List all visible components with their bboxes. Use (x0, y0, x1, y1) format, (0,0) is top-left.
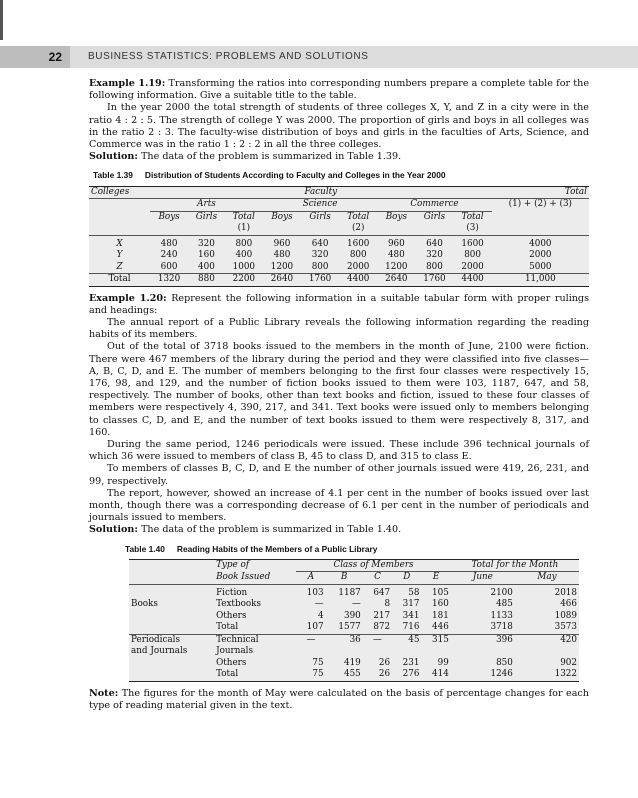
cell: 1320 (157, 274, 181, 285)
col-b: B (340, 572, 348, 583)
cell: 276 (402, 669, 420, 680)
page-header (0, 0, 638, 70)
cell: — (306, 634, 316, 645)
cell: 414 (432, 669, 449, 680)
cell: 1600 (461, 238, 484, 249)
col-may: May (537, 572, 557, 583)
cell: 400 (198, 261, 215, 272)
table-row (89, 250, 589, 262)
cell: Total (216, 669, 239, 680)
cell: 800 (349, 250, 367, 261)
cell: 872 (373, 622, 391, 633)
col-tot: Total (232, 211, 255, 222)
cell: 716 (402, 622, 420, 633)
table-row (89, 262, 589, 274)
cell: 800 (235, 238, 253, 249)
col-girls: Girls (423, 211, 446, 222)
cell: 880 (198, 274, 215, 285)
col-tot: Total (347, 211, 370, 222)
cell: 2640 (385, 274, 408, 285)
example-1-19-body: In the year 2000 the total strength of students of three colleges X, Y, and Z in a city were in the ratio 4 : 2 : 5. The strength of college Y was 2000. The proportion of girls and boys in all colleges was in the ratio 2 : 3. The faculty-wise distribution of boys and girls in the faculties of Arts, Science, and Commerce was in the ratio 1 : 2 : 2 in all the three colleges. (89, 102, 589, 151)
cell: 2000 (461, 261, 484, 272)
cell: — (351, 599, 361, 610)
cell: 480 (273, 250, 291, 261)
col-faculty: Faculty (304, 186, 338, 197)
cell: Journals (216, 646, 253, 657)
cell: 36 (349, 634, 361, 645)
col-girls: Girls (309, 211, 331, 222)
cell: 2100 (490, 587, 513, 598)
cell: 2200 (232, 274, 256, 285)
cell: 103 (306, 587, 324, 598)
cell: 4 (317, 610, 324, 621)
cell: 160 (198, 250, 215, 261)
table-1-40-caption: Table 1.40 Reading Habits of the Members of a Public Library (125, 543, 378, 554)
cell: 446 (432, 622, 449, 633)
table-row (129, 599, 579, 611)
cell: 5000 (529, 261, 552, 272)
col-boys: Boys (271, 211, 293, 222)
col-total: Total (564, 186, 587, 197)
table-row (129, 611, 579, 623)
cell: 419 (343, 657, 361, 668)
cell: 1187 (338, 587, 361, 598)
cell: 75 (312, 657, 324, 668)
table-row (129, 622, 579, 634)
cell: 1322 (554, 669, 577, 680)
col-science: Science (263, 199, 377, 212)
col-type: Book Issued (216, 571, 271, 582)
cell: Fiction (216, 587, 248, 598)
cell: 1200 (385, 261, 408, 272)
cell: 181 (432, 610, 449, 621)
paragraph: The report, however, showed an increase of 4.1 per cent in the number of books issued over last month, though there was a corresponding decrease of 6.1 per cent in the number of periodicals and journals issued to members. (89, 487, 589, 524)
table-row (129, 646, 579, 658)
cell: 400 (235, 250, 253, 261)
cell: Technical (216, 634, 259, 645)
col-number: (2) (351, 223, 365, 234)
col-arts: Arts (150, 199, 263, 212)
paragraph: To members of classes B, C, D, and E the number of other journals issued were 419, 26, 231, and 99, respectively. (89, 463, 589, 487)
cell: 320 (311, 250, 329, 261)
cell: 2640 (270, 274, 294, 285)
table-row (129, 634, 579, 646)
group-journals: and Journals (131, 646, 188, 657)
col-e: E (432, 572, 440, 583)
cell: 850 (496, 657, 513, 668)
paragraph: Out of the total of 3718 books issued to the members in the month of June, 2100 were fiction. There were 467 members of the library during the period and they were classified into five classes—A, B, C, D, and E. The number of members belonging to the first four classes were respectively 15, 176, 98, and 129, and the number of fiction books issued to them were 103, 1187, 647, and 58, respectively. The number of books, other than text books and fiction, issued to these four classes of members were respectively 4, 390, 217, and 341. Text books were issued only to members belonging to classes C, D, and E, and the number of text books issued to them were respectively 8, 317, and 160. (89, 341, 589, 438)
cell: 640 (426, 238, 443, 249)
example-label: Example 1.20: (89, 292, 167, 304)
col-boys: Boys (385, 211, 407, 222)
cell: 75 (312, 669, 324, 680)
cell: 11,000 (524, 274, 556, 285)
cell: 640 (311, 238, 329, 249)
table-total-row (89, 274, 589, 287)
cell: 26 (378, 657, 391, 668)
cell: 317 (402, 599, 420, 610)
col-c: C (374, 572, 381, 583)
col-commerce: Commerce (377, 199, 491, 212)
table-1-39-caption: Table 1.39 Distribution of Students According to Faculty and Colleges in the Year 2000 (93, 170, 446, 181)
cell: 2018 (554, 587, 577, 598)
cell: 390 (343, 610, 361, 621)
group-books: Books (131, 599, 158, 610)
cell: 99 (437, 657, 449, 668)
solution-1-19: Solution: The data of the problem is summarized in Table 1.39. (89, 151, 402, 163)
cell: 800 (464, 250, 481, 261)
cell: Total (108, 274, 131, 285)
cell: 466 (560, 599, 577, 610)
col-number: (1) (237, 223, 251, 234)
cell: 58 (408, 587, 420, 598)
col-girls: Girls (195, 211, 218, 222)
cell: 3573 (554, 622, 577, 633)
paragraph: During the same period, 1246 periodicals were issued. These include 396 technical journals of which 36 were issued to members of class B, 45 to class D, and 315 to class E. (89, 439, 589, 463)
cell: 240 (160, 250, 178, 261)
cell: 320 (198, 238, 215, 249)
cell: 4400 (461, 274, 484, 285)
cell: 960 (273, 238, 291, 249)
cell: 45 (408, 634, 420, 645)
col-boys: Boys (158, 211, 180, 222)
table-1-39 (89, 186, 589, 287)
table-row (129, 588, 579, 600)
cell: — (314, 599, 324, 610)
col-tot: Total (461, 211, 484, 222)
cell: Textbooks (216, 599, 262, 610)
cell: 2000 (529, 250, 552, 261)
table-1-40 (129, 559, 579, 682)
col-type: Type of (216, 559, 250, 570)
cell: 1760 (423, 274, 446, 285)
col-june: June (472, 572, 493, 583)
cell: — (373, 634, 382, 645)
cell: 341 (402, 610, 420, 621)
table-row (89, 239, 589, 251)
cell: 8 (384, 599, 391, 610)
cell: 217 (373, 610, 391, 621)
example-1-20-intro: Example 1.20: Represent the following information in a suitable tabular form with proper rulings and headings: (89, 292, 590, 316)
cell: 2000 (347, 261, 370, 272)
paragraph: The annual report of a Public Library reveals the following information regarding the reading habits of its members. (89, 317, 589, 341)
cell: 1577 (338, 622, 361, 633)
cell: 320 (426, 250, 443, 261)
cell: 455 (343, 669, 361, 680)
col-a: A (307, 572, 315, 583)
cell: 105 (432, 587, 449, 598)
cell: Y (116, 250, 123, 261)
cell: 902 (560, 657, 577, 668)
col-number: (3) (466, 223, 479, 234)
note: Note: The figures for the month of May were calculated on the basis of percentage changes for each type of reading material given in the text. (89, 687, 589, 712)
col-class: Class of Members (296, 559, 451, 572)
example-label: Example 1.19: (89, 78, 166, 89)
cell: Others (216, 610, 247, 621)
cell: 1200 (270, 261, 294, 272)
cell: Others (216, 657, 247, 668)
cell: 1000 (232, 261, 256, 272)
cell: 1760 (308, 274, 332, 285)
cell: 1600 (347, 238, 370, 249)
cell: 26 (378, 669, 391, 680)
cell: 396 (496, 634, 513, 645)
col-month: Total for the Month (451, 559, 579, 572)
cell: Total (216, 622, 239, 633)
cell: 1089 (554, 610, 577, 621)
cell: 480 (160, 238, 178, 249)
page-content (89, 78, 589, 712)
cell: 3718 (490, 622, 513, 633)
table-row (129, 658, 579, 670)
col-sum: (1) + (2) + (3) (508, 199, 572, 210)
cell: 600 (160, 261, 178, 272)
cell: 231 (402, 657, 420, 668)
running-title: BUSINESS STATISTICS: PROBLEMS AND SOLUTIONS (88, 51, 369, 62)
cell: Z (116, 261, 123, 272)
group-periodicals: Periodicals (131, 634, 180, 645)
cell: 420 (560, 634, 577, 645)
cell: X (116, 238, 123, 249)
cell: 800 (311, 261, 329, 272)
cell: 480 (387, 250, 405, 261)
note-label: Note: (89, 687, 119, 699)
solution-1-20: Solution: The data of the problem is summarized in Table 1.40. (89, 524, 402, 536)
cell: 1133 (490, 610, 513, 621)
example-1-19-intro: Example 1.19: Transforming the ratios into corresponding numbers prepare a complete table for the following information. Give a suitable title to the table. (89, 78, 589, 102)
cell: 107 (306, 622, 324, 633)
cell: 4000 (529, 238, 552, 249)
cell: 1246 (490, 669, 513, 680)
cell: 800 (426, 261, 443, 272)
cell: 485 (496, 599, 513, 610)
cell: 960 (387, 238, 405, 249)
col-colleges: Colleges (91, 186, 130, 197)
cell: 315 (432, 634, 449, 645)
table-row (129, 669, 579, 681)
cell: 4400 (347, 274, 370, 285)
col-d: D (403, 572, 411, 583)
page-number: 22 (0, 46, 70, 68)
cell: 160 (432, 599, 449, 610)
margin-rule (0, 0, 3, 40)
cell: 647 (373, 587, 391, 598)
